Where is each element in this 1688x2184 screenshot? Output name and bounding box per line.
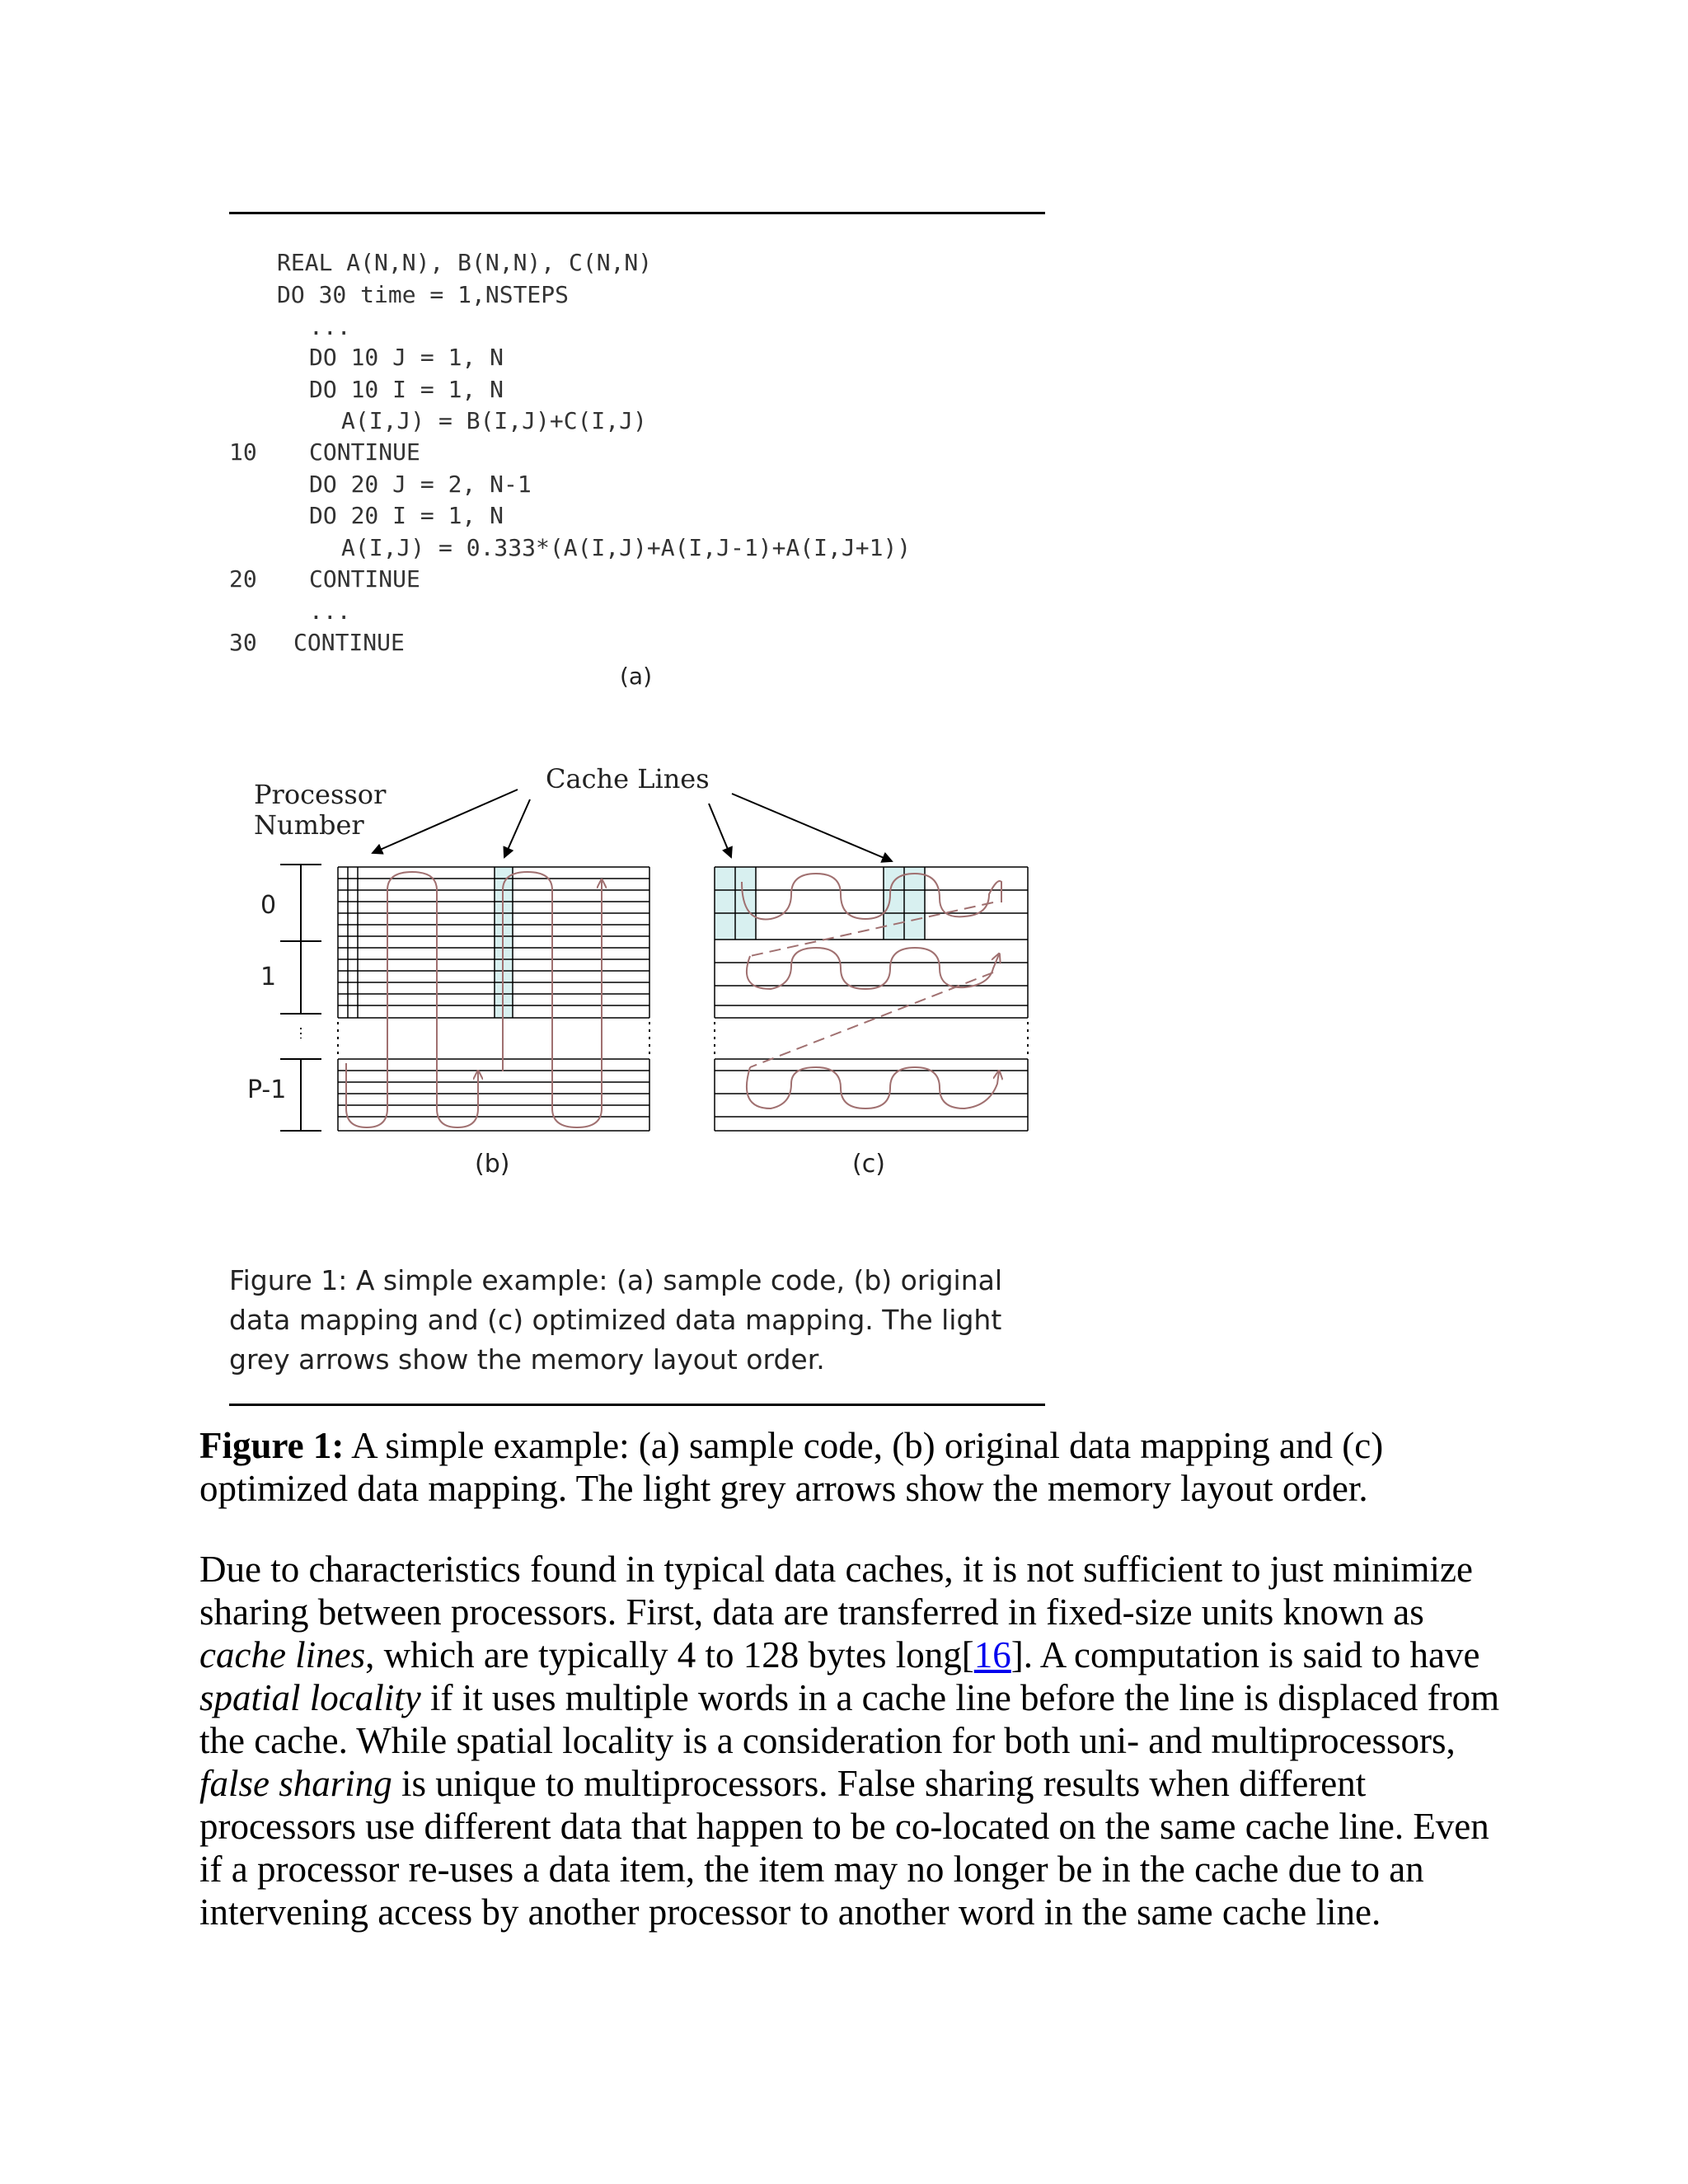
cache-line-pointer-arrow <box>373 790 518 853</box>
processor-last-label: P-1 <box>247 1076 287 1104</box>
code-line: REAL A(N,N), B(N,N), C(N,N) <box>277 249 653 276</box>
cache-line-pointer-arrow <box>709 804 731 857</box>
code-line: ... <box>309 598 351 625</box>
code-line: DO 30 time = 1,NSTEPS <box>277 281 570 308</box>
processor-label: Number <box>254 809 364 841</box>
memory-order-arrow <box>742 874 1001 919</box>
memory-order-arrow <box>346 872 478 1127</box>
code-line: DO 10 I = 1, N <box>309 376 504 403</box>
code-line: DO 10 J = 1, N <box>309 344 504 371</box>
figure-image-caption: Figure 1: A simple example: (a) sample code, (b) original data mapping and (c) optimized data mapping. The light grey arrows show the memory layout order. <box>229 1264 1003 1376</box>
code-line-number: 10 <box>229 438 257 466</box>
memory-order-arrow <box>747 948 999 989</box>
processor-0-label: 0 <box>260 891 277 920</box>
figure-bottom-rule <box>229 1404 1045 1406</box>
code-line: A(I,J) = B(I,J)+C(I,J) <box>341 407 647 434</box>
body-paragraph: Due to characteristics found in typical data caches, it is not sufficient to just minimize sharing between processors. First, data are transferred in fixed-size units known as cache lines, which are typically 4 to 128 bytes long[16]. A computation is said to have spatial locality if it uses multiple words in a cache line before the line is displaced from the cache. While spatial locality is a consideration for both uni- and multiprocessors, false sharing is unique to multiprocessors. False sharing results when different processors use different data that happen to be co-located on the same cache line. Even if a processor re-uses a data item, the item may no longer be in the cache due to an intervening access by another processor to another word in the same cache line. <box>199 1549 1500 1933</box>
term-false-sharing: false sharing <box>199 1763 392 1804</box>
memory-order-arrow <box>750 972 993 1067</box>
figure-caption <box>199 1424 1535 1510</box>
citation-link[interactable]: 16 <box>973 1634 1011 1675</box>
processor-label: Processor <box>254 779 387 810</box>
subfigure-label-c: (c) <box>852 1150 885 1179</box>
code-line-number: 30 <box>229 629 257 656</box>
code-line: ... <box>309 313 351 340</box>
term-cache-lines: cache lines <box>199 1634 366 1675</box>
grid-original-mapping <box>338 867 649 1131</box>
code-line: A(I,J) = 0.333*(A(I,J)+A(I,J-1)+A(I,J+1)) <box>341 534 912 561</box>
processor-1-label: 1 <box>260 963 277 991</box>
cache-line-pointer-arrow <box>504 799 530 857</box>
cache-lines-label: Cache Lines <box>546 763 710 794</box>
code-line-number: 20 <box>229 565 257 593</box>
code-line: CONTINUE <box>309 438 420 466</box>
grid-optimized-mapping <box>715 867 1028 1131</box>
memory-order-arrow <box>747 1067 999 1108</box>
figure-caption-text: A simple example: (a) sample code, (b) original data mapping and (c) optimized data mapping. The light grey arrows show the memory layout order. <box>199 1425 1384 1509</box>
code-line: DO 20 J = 2, N-1 <box>309 471 532 498</box>
code-line: DO 20 I = 1, N <box>309 502 504 529</box>
code-line: CONTINUE <box>293 629 405 656</box>
subfigure-label-b: (b) <box>475 1150 510 1179</box>
subfigure-label-a: (a) <box>620 663 653 690</box>
memory-order-arrow <box>503 872 602 1127</box>
code-line: CONTINUE <box>309 565 420 593</box>
processor-axis <box>280 865 321 1131</box>
figure-caption-label: Figure 1: <box>199 1425 345 1466</box>
term-spatial-locality: spatial locality <box>199 1677 421 1718</box>
cache-line-pointer-arrow <box>732 794 892 861</box>
